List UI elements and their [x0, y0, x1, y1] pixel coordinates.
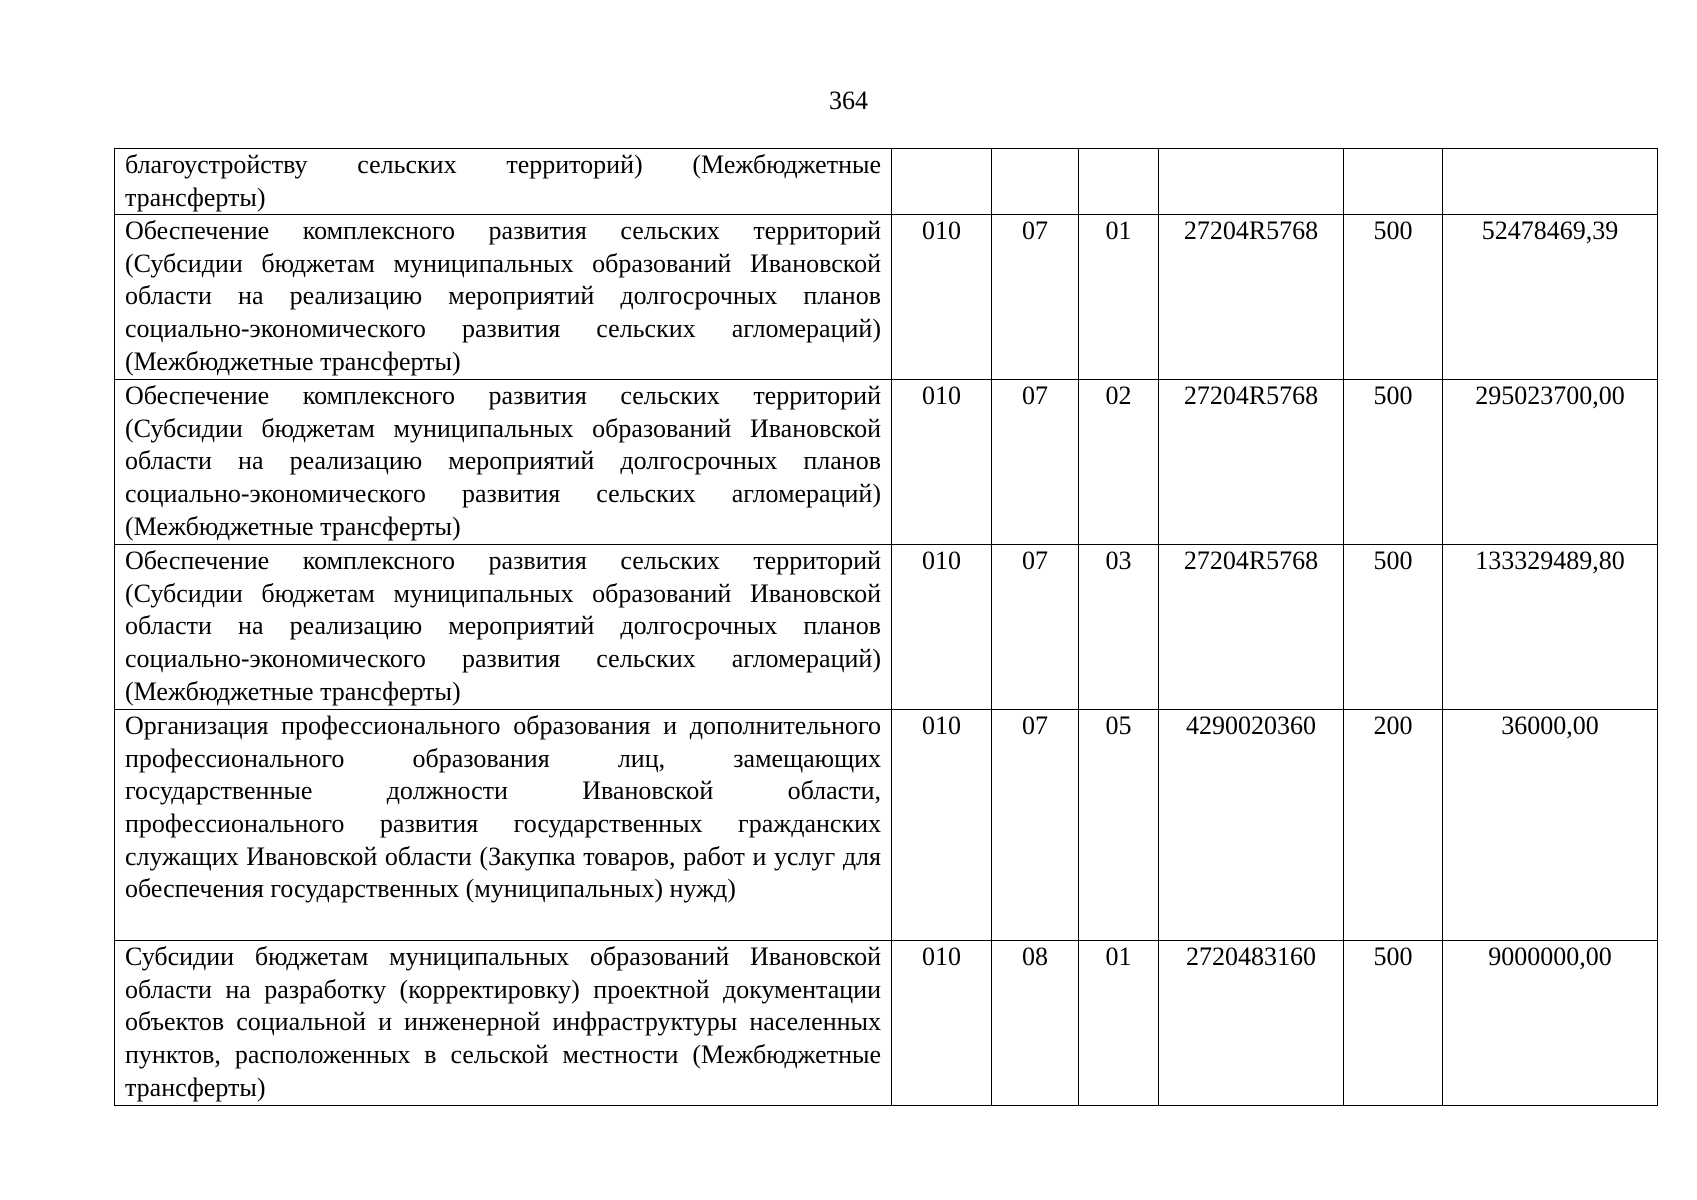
- row-expense-type: 500: [1344, 380, 1443, 545]
- row-amount: 36000,00: [1443, 710, 1658, 941]
- row-amount: [1443, 149, 1658, 215]
- table-row: [115, 941, 1658, 1106]
- row-amount: 295023700,00: [1443, 380, 1658, 545]
- table-row: [115, 380, 1658, 545]
- row-gr-code: 010: [892, 710, 992, 941]
- row-subsection: 02: [1079, 380, 1159, 545]
- row-subsection: 01: [1079, 215, 1159, 380]
- row-target-article: 2720483160: [1159, 941, 1344, 1106]
- row-subsection: 01: [1079, 941, 1159, 1106]
- row-section: [992, 149, 1079, 215]
- row-section: 07: [992, 215, 1079, 380]
- row-amount: 133329489,80: [1443, 545, 1658, 710]
- row-target-article: 27204R5768: [1159, 215, 1344, 380]
- row-expense-type: 500: [1344, 545, 1443, 710]
- row-target-article: 27204R5768: [1159, 545, 1344, 710]
- table-row: [115, 149, 1658, 215]
- row-target-article: 27204R5768: [1159, 380, 1344, 545]
- row-section: 08: [992, 941, 1079, 1106]
- row-subsection: 05: [1079, 710, 1159, 941]
- row-subsection: 03: [1079, 545, 1159, 710]
- row-description: Обеспечение комплексного развития сельских территорий (Субсидии бюджетам муниципальных образований Ивановской области на реализацию мероприятий долгосрочных планов социально-экономического развития сельских агломераций) (Межбюджетные трансферты): [115, 545, 892, 710]
- row-expense-type: 500: [1344, 215, 1443, 380]
- table-row: [115, 710, 1658, 941]
- row-description: Обеспечение комплексного развития сельских территорий (Субсидии бюджетам муниципальных образований Ивановской области на реализацию мероприятий долгосрочных планов социально-экономического развития сельских агломераций) (Межбюджетные трансферты): [115, 380, 892, 545]
- row-description: Организация профессионального образования и дополнительного профессионального образования лиц, замещающих государственные должности Ивановской области, профессионального развития государственных гражданских служащих Ивановской области (Закупка товаров, работ и услуг для обеспечения государственных (муниципальных) нужд): [115, 710, 892, 941]
- table-row: [115, 215, 1658, 380]
- row-amount: 9000000,00: [1443, 941, 1658, 1106]
- row-gr-code: [892, 149, 992, 215]
- row-section: 07: [992, 380, 1079, 545]
- row-amount: 52478469,39: [1443, 215, 1658, 380]
- row-expense-type: 500: [1344, 941, 1443, 1106]
- row-target-article: [1159, 149, 1344, 215]
- row-target-article: 4290020360: [1159, 710, 1344, 941]
- row-description: Обеспечение комплексного развития сельских территорий (Субсидии бюджетам муниципальных образований Ивановской области на реализацию мероприятий долгосрочных планов социально-экономического развития сельских агломераций) (Межбюджетные трансферты): [115, 215, 892, 380]
- page-number: 364: [829, 86, 868, 115]
- row-subsection: [1079, 149, 1159, 215]
- budget-table: [114, 148, 1658, 1106]
- row-description: Субсидии бюджетам муниципальных образований Ивановской области на разработку (корректировку) проектной документации объектов социальной и инженерной инфраструктуры населенных пунктов, расположенных в сельской местности (Межбюджетные трансферты): [115, 941, 892, 1106]
- row-section: 07: [992, 545, 1079, 710]
- row-gr-code: 010: [892, 380, 992, 545]
- row-expense-type: [1344, 149, 1443, 215]
- row-expense-type: 200: [1344, 710, 1443, 941]
- table-row: [115, 545, 1658, 710]
- row-gr-code: 010: [892, 545, 992, 710]
- row-section: 07: [992, 710, 1079, 941]
- row-description: благоустройству сельских территорий) (Межбюджетные трансферты): [115, 149, 892, 215]
- row-gr-code: 010: [892, 215, 992, 380]
- row-gr-code: 010: [892, 941, 992, 1106]
